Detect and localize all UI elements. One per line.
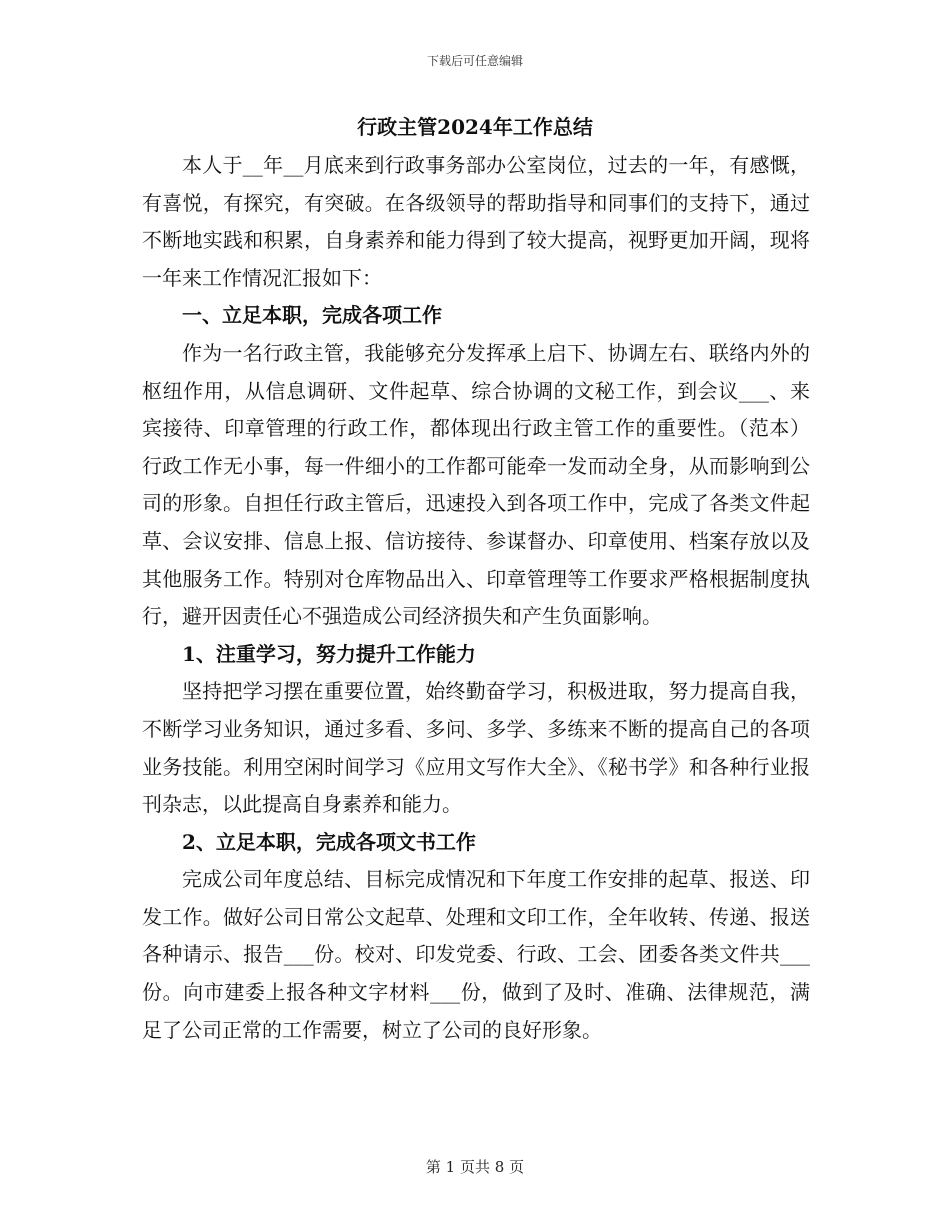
subsection-heading-2: 2、立足本职，完成各项文书工作: [182, 829, 476, 854]
subsection-1-paragraph: 坚持把学习摆在重要位置，始终勤奋学习，积极进取，努力提高自我，不断学习业务知识，通过多看、多问、多学、多练来不断的提高自己的各项业务技能。利用空闲时间学习《应用文写作大全》、《秘书学》和各种行业报刊杂志，以此提高自身素养和能力。: [142, 679, 810, 817]
document-body: [142, 147, 810, 1049]
subsection-2-paragraph: 完成公司年度总结、目标完成情况和下年度工作安排的起草、报送、印发工作。做好公司日常公文起草、处理和文印工作，全年收转、传递、报送各种请示、报告___份。校对、印发党委、行政、工会、团委各类文件共___份。向市建委上报各种文字材料___份，做到了及时、准确、法律规范，满足了公司正常的工作需要，树立了公司的良好形象。: [142, 867, 810, 1042]
section-1-paragraph: 作为一名行政主管，我能够充分发挥承上启下、协调左右、联络内外的枢纽作用，从信息调研、文件起草、综合协调的文秘工作，到会议___、来宾接待、印章管理的行政工作，都体现出行政主管工作的重要性。（范本）行政工作无小事，每一件细小的工作都可能牵一发而动全身，从而影响到公司的形象。自担任行政主管后，迅速投入到各项工作中，完成了各类文件起草、会议安排、信息上报、信访接待、参谋督办、印章使用、档案存放以及其他服务工作。特别对仓库物品出入、印章管理等工作要求严格根据制度执行，避开因责任心不强造成公司经济损失和产生负面影响。: [142, 340, 810, 629]
page-number: 第 1 页共 8 页: [425, 1158, 525, 1176]
intro-paragraph: 本人于__年__月底来到行政事务部办公室岗位，过去的一年，有感慨，有喜悦，有探究，有突破。在各级领导的帮助指导和同事们的支持下，通过不断地实践和积累，自身素养和能力得到了较大提高，视野更加开阔，现将一年来工作情况汇报如下：: [142, 153, 810, 290]
subsection-heading-1: 1、注重学习，努力提升工作能力: [182, 641, 476, 666]
section-heading-1: 一、立足本职，完成各项工作: [182, 303, 442, 328]
document-title: 行政主管2024年工作总结: [357, 115, 593, 139]
page-header: 下载后可任意编辑: [426, 54, 523, 68]
